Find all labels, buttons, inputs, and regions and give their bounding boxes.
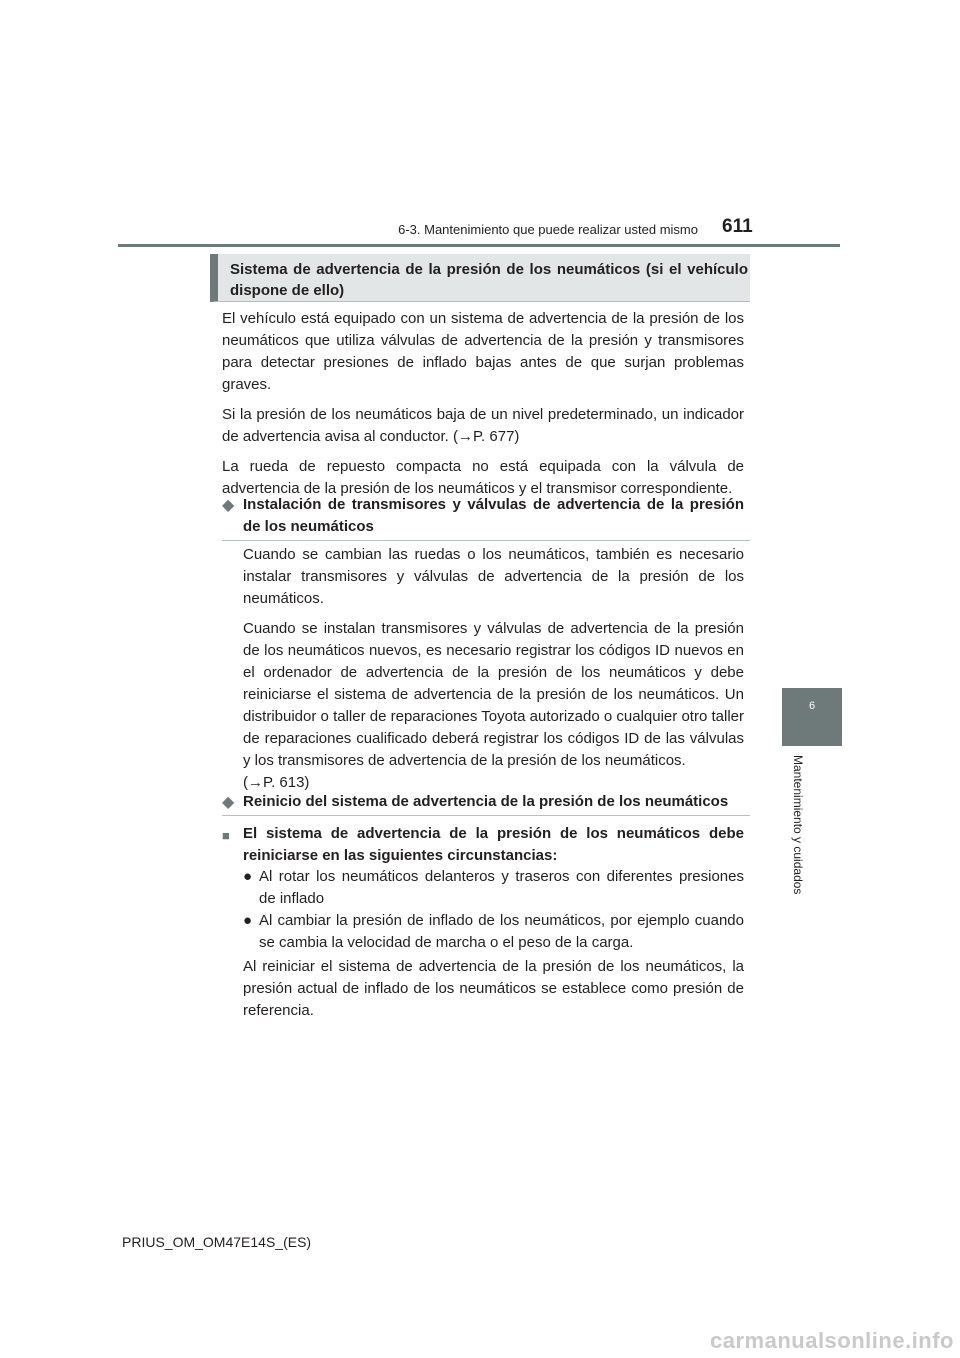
list-item (243, 866, 744, 910)
bullet-icon: ● (243, 868, 253, 885)
list-item (243, 910, 744, 954)
subsection-1-paragraph-1: Cuando se cambian las ruedas o los neumáticos, también es necesario instalar transmisores y válvulas de advertencia de la presión de los neumáticos. (243, 546, 744, 607)
subsection-1-heading (222, 494, 744, 538)
page-number: 611 (722, 216, 753, 237)
diamond-icon: ◆ (222, 794, 235, 811)
watermark: carmanualsonline.info (710, 1328, 954, 1353)
intro-paragraph-3: La rueda de repuesto compacta no está equipada con la válvula de advertencia de la presión de los neumáticos y el transmisor correspondiente. (222, 458, 744, 497)
subsection-2-closing (243, 956, 744, 1030)
intro-paragraph-1: El vehículo está equipado con un sistema de advertencia de la presión de los neumáticos que utiliza válvulas de advertencia de la presión y transmisores para detectar presiones de inflado bajas antes de que surjan problemas graves. (222, 310, 744, 393)
intro-text (222, 308, 744, 508)
closing-paragraph: Al reiniciar el sistema de advertencia de la presión de los neumáticos, la presión actual de inflado de los neumáticos se establece como presión de referencia. (243, 958, 744, 1019)
list-item-text: Al rotar los neumáticos delanteros y traseros con diferentes presiones de inflado (259, 868, 744, 907)
section-title-box (210, 254, 750, 302)
section-title: Sistema de advertencia de la presión de los neumáticos (si el vehículo dispone de ello) (230, 261, 748, 299)
subsection-2-heading (222, 791, 744, 813)
diamond-icon: ◆ (222, 497, 235, 514)
subsection-1-title: Instalación de transmisores y válvulas de advertencia de la presión de los neumáticos (243, 496, 744, 535)
footer-doc-code: PRIUS_OM_OM47E14S_(ES) (122, 1234, 312, 1250)
square-icon: ■ (222, 828, 230, 843)
header-section-title: 6-3. Mantenimiento que puede realizar usted mismo (398, 222, 698, 237)
subsection-1-text (243, 544, 744, 802)
reset-circumstances-heading (222, 823, 744, 867)
reset-circumstances-title: El sistema de advertencia de la presión de los neumáticos debe reiniciarse en las siguientes circunstancias: (243, 825, 744, 864)
intro-paragraph-2: Si la presión de los neumáticos baja de un nivel predeterminado, un indicador de advertencia avisa al conductor. (→P. 677) (222, 406, 744, 445)
bullet-icon: ● (243, 912, 253, 929)
subsection-1-reference: (→P. 613) (243, 774, 310, 791)
list-item-text: Al cambiar la presión de inflado de los neumáticos, por ejemplo cuando se cambia la velocidad de marcha o el peso de la carga. (259, 912, 744, 951)
subsection-1-paragraph-2: Cuando se instalan transmisores y válvulas de advertencia de la presión de los neumáticos nuevos, es necesario registrar los códigos ID nuevos en el ordenador de advertencia de la presión de los neumáticos y debe reiniciarse el sistema de advertencia de la presión de los neumáticos. Un distribuidor o taller de reparaciones Toyota autorizado o cualquier otro taller de reparaciones cualificado deberá registrar los códigos ID de las válvulas y los transmisores de advertencia de la presión de los neumáticos. (243, 620, 744, 769)
header-rule (118, 244, 840, 247)
subsection-2-title: Reinicio del sistema de advertencia de la presión de los neumáticos (243, 793, 729, 810)
chapter-tab (782, 688, 842, 746)
subsection-2-rule (222, 815, 750, 816)
chapter-tab-label: Mantenimiento y cuidados (791, 755, 805, 895)
chapter-tab-number: 6 (808, 700, 816, 712)
subsection-1-rule (222, 540, 750, 541)
